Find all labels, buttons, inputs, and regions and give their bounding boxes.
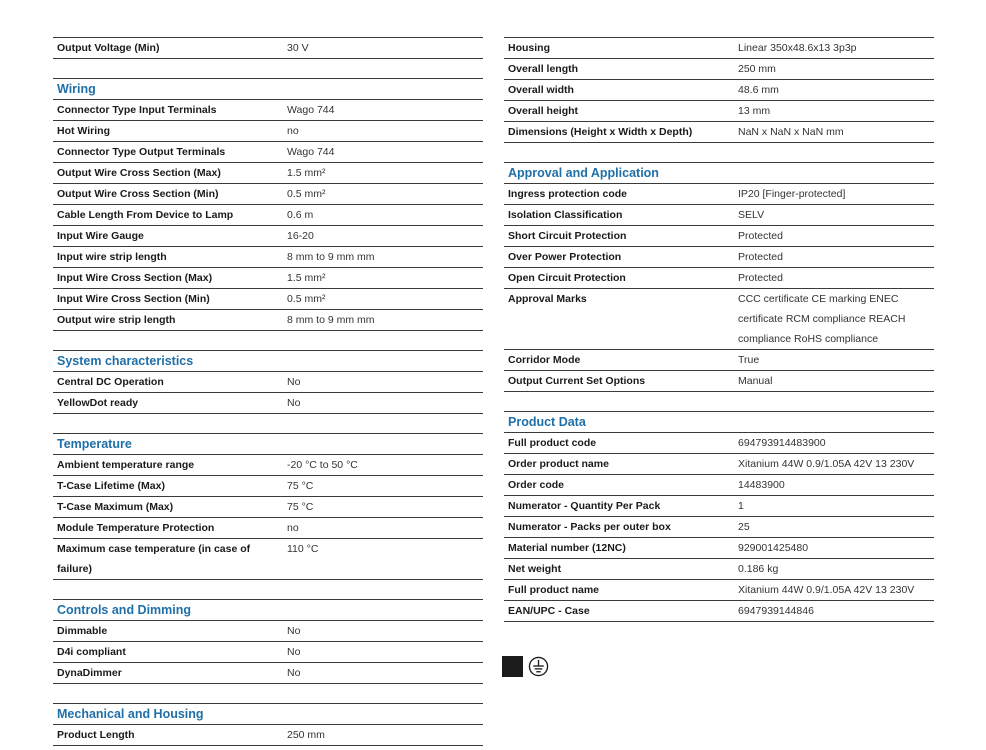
section-title-wiring: Wiring <box>53 78 483 99</box>
section-title-controls: Controls and Dimming <box>53 599 483 620</box>
spec-value: NaN x NaN x NaN mm <box>738 126 844 138</box>
spec-row <box>53 724 483 746</box>
spec-label: Central DC Operation <box>57 376 164 388</box>
spec-label: Dimensions (Height x Width x Depth) <box>508 126 693 138</box>
spec-row <box>504 225 934 246</box>
spec-value: No <box>287 397 301 409</box>
spec-label: Ambient temperature range <box>57 459 195 471</box>
spec-label: Corridor Mode <box>508 354 581 366</box>
spec-value: Manual <box>738 375 773 387</box>
spec-value: 75 °C <box>287 501 314 513</box>
spec-row <box>53 620 483 641</box>
spec-row <box>53 37 483 59</box>
spec-row <box>504 537 934 558</box>
spec-label: Input Wire Cross Section (Min) <box>57 293 210 305</box>
spec-label: EAN/UPC - Case <box>508 605 590 617</box>
spec-row <box>53 517 483 538</box>
spec-value: 250 mm <box>738 63 776 75</box>
spec-value: 30 V <box>287 42 309 54</box>
spec-row <box>504 246 934 267</box>
spec-row <box>53 141 483 162</box>
spec-row <box>53 246 483 267</box>
spec-value: 0.6 m <box>287 209 314 221</box>
spec-value: 1 <box>738 500 744 512</box>
spec-value: Protected <box>738 251 783 263</box>
spec-row <box>504 516 934 537</box>
spec-label: Connector Type Output Terminals <box>57 146 226 158</box>
spec-value: 13 mm <box>738 105 771 117</box>
spec-label: Maximum case temperature (in case of failure) <box>57 543 251 575</box>
spec-value: Wago 744 <box>287 146 335 158</box>
spec-label: Hot Wiring <box>57 125 110 137</box>
spec-row <box>504 474 934 495</box>
spec-row <box>53 309 483 331</box>
spec-label: Full product name <box>508 584 600 596</box>
spec-row <box>504 558 934 579</box>
spec-value: 16-20 <box>287 230 314 242</box>
spec-row <box>53 538 483 580</box>
spec-row <box>504 370 934 392</box>
spec-label: Cable Length From Device to Lamp <box>57 209 234 221</box>
spec-value: 8 mm to 9 mm mm <box>287 314 375 326</box>
spec-row <box>504 600 934 622</box>
spec-row <box>53 120 483 141</box>
spec-label: Open Circuit Protection <box>508 272 626 284</box>
spec-row <box>504 100 934 121</box>
spec-label: Housing <box>508 42 550 54</box>
spec-row <box>53 99 483 120</box>
spec-value: Xitanium 44W 0.9/1.05A 42V 13 230V <box>738 584 915 596</box>
spec-row <box>504 432 934 453</box>
spec-label: Numerator - Quantity Per Pack <box>508 500 661 512</box>
protective-earth-icon <box>528 656 549 677</box>
section-title-product-data: Product Data <box>504 411 934 432</box>
spec-value: No <box>287 625 301 637</box>
spec-row <box>504 267 934 288</box>
certification-icons <box>502 656 549 677</box>
spec-label: Output Current Set Options <box>508 375 646 387</box>
spec-label: Output Wire Cross Section (Min) <box>57 188 219 200</box>
spec-label: Over Power Protection <box>508 251 622 263</box>
spec-value: 1.5 mm² <box>287 167 326 179</box>
spec-row <box>53 204 483 225</box>
black-square-icon <box>502 656 523 677</box>
spec-value: No <box>287 376 301 388</box>
spec-label: Order code <box>508 479 565 491</box>
spec-row <box>504 349 934 370</box>
spec-label: Output wire strip length <box>57 314 176 326</box>
spec-label: Full product code <box>508 437 597 449</box>
spec-row <box>504 579 934 600</box>
spec-row <box>504 79 934 100</box>
spec-row <box>504 453 934 474</box>
spec-row <box>53 662 483 684</box>
spec-value: 48.6 mm <box>738 84 779 96</box>
spec-value: 0.186 kg <box>738 563 779 575</box>
spec-label: Overall width <box>508 84 574 96</box>
spec-row <box>53 225 483 246</box>
section-title-temperature: Temperature <box>53 433 483 454</box>
spec-label: D4i compliant <box>57 646 126 658</box>
right-column <box>504 37 934 622</box>
spec-value: True <box>738 354 760 366</box>
spec-value: 1.5 mm² <box>287 272 326 284</box>
spec-label: DynaDimmer <box>57 667 122 679</box>
spec-label: Overall height <box>508 105 579 117</box>
spec-row <box>504 58 934 79</box>
spec-value: Xitanium 44W 0.9/1.05A 42V 13 230V <box>738 458 915 470</box>
spec-label: Approval Marks <box>508 293 587 305</box>
spec-row <box>504 183 934 204</box>
spec-row <box>53 454 483 475</box>
spec-value: Linear 350x48.6x13 3p3p <box>738 42 857 54</box>
spec-value: 6947939144846 <box>738 605 814 617</box>
spec-value: 929001425480 <box>738 542 809 554</box>
spec-row <box>53 496 483 517</box>
section-title-system: System characteristics <box>53 350 483 371</box>
spec-row <box>504 288 934 349</box>
spec-value: -20 °C to 50 °C <box>287 459 358 471</box>
section-title-mechanical: Mechanical and Housing <box>53 703 483 724</box>
spec-row <box>53 371 483 392</box>
spec-label: Short Circuit Protection <box>508 230 627 242</box>
spec-value: Protected <box>738 272 783 284</box>
spec-value: Wago 744 <box>287 104 335 116</box>
section-title-approval: Approval and Application <box>504 162 934 183</box>
spec-label: Module Temperature Protection <box>57 522 215 534</box>
spec-label: Order product name <box>508 458 609 470</box>
spec-label: Output Voltage (Min) <box>57 42 160 54</box>
spec-row <box>53 392 483 414</box>
spec-value: 110 °C <box>287 543 319 555</box>
spec-row <box>53 183 483 204</box>
spec-label: Isolation Classification <box>508 209 623 221</box>
spec-label: Numerator - Packs per outer box <box>508 521 671 533</box>
spec-value: no <box>287 522 299 534</box>
spec-row <box>504 495 934 516</box>
spec-value: 75 °C <box>287 480 314 492</box>
spec-label: Input Wire Gauge <box>57 230 144 242</box>
spec-label: Connector Type Input Terminals <box>57 104 217 116</box>
spec-row <box>53 162 483 183</box>
spec-row <box>53 267 483 288</box>
spec-label: Input Wire Cross Section (Max) <box>57 272 213 284</box>
spec-row <box>53 288 483 309</box>
spec-value: 0.5 mm² <box>287 293 326 305</box>
spec-row <box>504 37 934 58</box>
spec-label: Input wire strip length <box>57 251 167 263</box>
spec-value: 250 mm <box>287 729 325 741</box>
spec-value: no <box>287 125 299 137</box>
spec-label: Output Wire Cross Section (Max) <box>57 167 221 179</box>
spec-label: Overall length <box>508 63 579 75</box>
spec-value: No <box>287 646 301 658</box>
left-column <box>53 37 483 746</box>
spec-label: T-Case Lifetime (Max) <box>57 480 165 492</box>
spec-value: SELV <box>738 209 765 221</box>
spec-row <box>504 121 934 143</box>
spec-value: 25 <box>738 521 750 533</box>
spec-label: T-Case Maximum (Max) <box>57 501 174 513</box>
spec-label: Ingress protection code <box>508 188 628 200</box>
spec-row <box>53 475 483 496</box>
spec-value: IP20 [Finger-protected] <box>738 188 846 200</box>
spec-value: CCC certificate CE marking ENEC certificate RCM compliance REACH compliance RoHS compliance <box>738 293 906 345</box>
spec-label: Product Length <box>57 729 135 741</box>
spec-label: YellowDot ready <box>57 397 139 409</box>
spec-label: Dimmable <box>57 625 108 637</box>
spec-row <box>53 641 483 662</box>
spec-value: No <box>287 667 301 679</box>
spec-label: Net weight <box>508 563 562 575</box>
spec-value: 0.5 mm² <box>287 188 326 200</box>
spec-label: Material number (12NC) <box>508 542 626 554</box>
spec-value: Protected <box>738 230 783 242</box>
spec-value: 14483900 <box>738 479 785 491</box>
spec-value: 694793914483900 <box>738 437 826 449</box>
spec-row <box>504 204 934 225</box>
spec-value: 8 mm to 9 mm mm <box>287 251 375 263</box>
